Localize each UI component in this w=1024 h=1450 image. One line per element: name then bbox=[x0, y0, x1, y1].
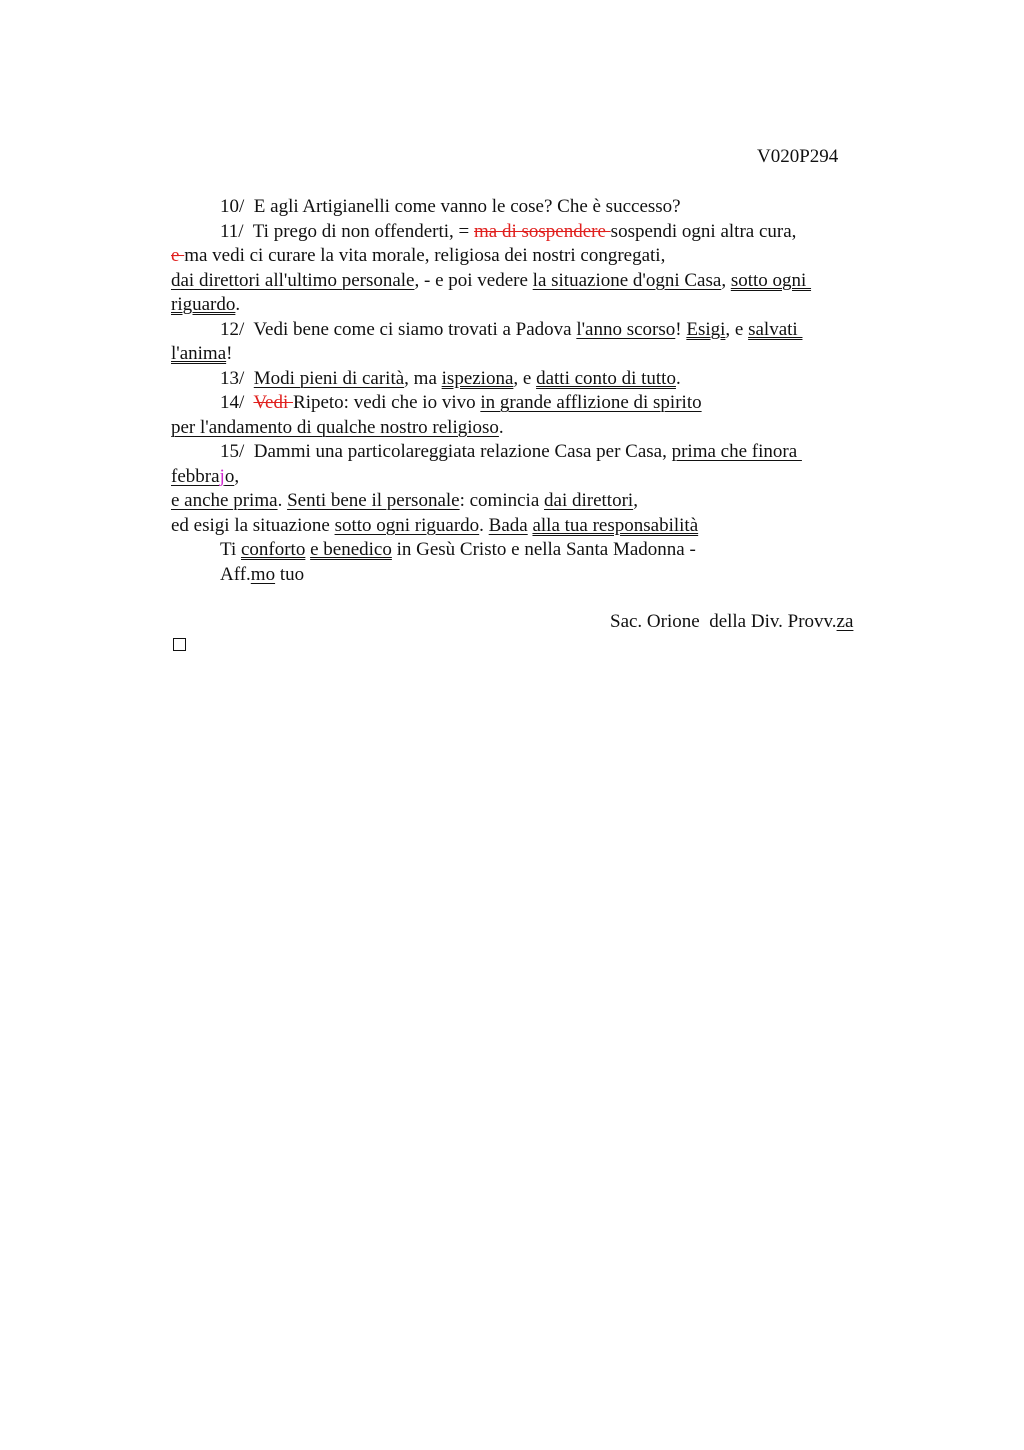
text-span: : comincia bbox=[459, 490, 545, 511]
paragraph-11-line-4 bbox=[171, 293, 871, 318]
text-span: , - e poi vedere bbox=[414, 269, 533, 291]
paragraph-11-line-1 bbox=[171, 220, 871, 245]
text-span: 13/ bbox=[220, 367, 254, 389]
text-span: , e bbox=[725, 318, 749, 340]
underlined-text: la situazione d'ogni Casa bbox=[532, 269, 722, 291]
underlined-text: Senti bene il personale bbox=[287, 490, 460, 511]
double-underlined-text: conforto bbox=[240, 539, 306, 560]
underlined-text: Bada bbox=[488, 514, 528, 536]
underlined-text: prima che finora bbox=[671, 441, 802, 462]
text-span: in Gesù Cristo e nella Santa Madonna - bbox=[391, 539, 696, 560]
underlined-text: Modi pieni di carità bbox=[253, 367, 405, 389]
text-span: , bbox=[633, 490, 638, 511]
text-span: ! bbox=[226, 343, 233, 364]
double-underlined-text: datti conto di tutto bbox=[536, 367, 676, 389]
empty-box-symbol bbox=[173, 638, 186, 651]
paragraph-15-line-3 bbox=[171, 489, 871, 514]
underlined-text: in grande afflizione di spirito bbox=[480, 392, 702, 413]
text-span: ed esigi la situazione bbox=[171, 514, 335, 536]
underlined-text: dai direttori all'ultimo personale bbox=[171, 269, 415, 291]
underlined-text: sotto ogni riguardo bbox=[334, 514, 480, 536]
underlined-text: l'anno scorso bbox=[576, 318, 676, 340]
text-span: 14/ bbox=[220, 392, 254, 413]
text-span: , bbox=[234, 465, 240, 487]
double-underlined-text: Esigi bbox=[686, 318, 726, 340]
text-span: . bbox=[675, 367, 681, 389]
double-underlined-text: ispeziona bbox=[441, 367, 514, 389]
double-underlined-text: e benedico bbox=[310, 539, 392, 560]
double-underlined-text: salvati bbox=[748, 318, 803, 340]
underlined-text bbox=[171, 466, 234, 487]
text-span: o bbox=[224, 465, 235, 487]
inserted-text: j bbox=[219, 465, 225, 487]
paragraph-15-line-1 bbox=[171, 440, 871, 465]
double-underlined-text: alla tua responsabilità bbox=[532, 514, 699, 536]
text-span: , bbox=[721, 269, 731, 291]
deleted-text: Vedi bbox=[253, 392, 294, 413]
double-underlined-text: sotto ogni bbox=[730, 269, 812, 291]
paragraph-10: 10/ E agli Artigianelli come vanno le cose? Che è successo? bbox=[220, 196, 681, 217]
text-span: . bbox=[235, 294, 241, 315]
text-span: , ma bbox=[404, 367, 442, 389]
deleted-text: ma di sospendere bbox=[474, 220, 611, 242]
text-span: sospendi ogni altra cura, bbox=[610, 220, 797, 242]
text-span: Aff. bbox=[220, 563, 251, 585]
text-span: 12/ Vedi bene come ci siamo trovati a Padova bbox=[220, 318, 577, 340]
text-span: Ti bbox=[220, 539, 241, 560]
paragraph-13 bbox=[171, 367, 871, 392]
double-underlined-text: riguardo bbox=[171, 294, 236, 315]
text-span: Ripeto: vedi che io vivo bbox=[293, 392, 481, 413]
paragraph-11-line-3 bbox=[171, 269, 871, 294]
paragraph-14-line-1 bbox=[171, 391, 871, 416]
paragraph-14-line-2 bbox=[171, 416, 871, 441]
document-code: V020P294 bbox=[757, 146, 839, 167]
text-span: . bbox=[479, 514, 489, 536]
paragraph-15-line-4 bbox=[171, 514, 871, 539]
paragraph-15-line-2 bbox=[171, 465, 871, 490]
text-span: ma vedi ci curare la vita morale, religiosa dei nostri congregati, bbox=[184, 245, 666, 266]
letter-body bbox=[171, 195, 871, 587]
text-span: , e bbox=[513, 367, 537, 389]
text-span: . bbox=[498, 416, 504, 438]
text-span: 11/ Ti prego di non offenderti, = bbox=[220, 220, 475, 242]
closing-blessing bbox=[171, 538, 871, 563]
underlined-text: za bbox=[836, 611, 854, 632]
paragraph-11-line-2 bbox=[171, 244, 871, 269]
underlined-text: dai direttori bbox=[544, 490, 634, 511]
deleted-text: e bbox=[171, 245, 185, 266]
signature bbox=[610, 611, 853, 633]
text-span: febbra bbox=[171, 465, 220, 487]
text-span: Sac. Orione della Div. Provv. bbox=[610, 611, 837, 632]
underlined-text: per l'andamento di qualche nostro religioso bbox=[171, 416, 499, 438]
paragraph-12-line-2 bbox=[171, 342, 871, 367]
text-span: . bbox=[277, 490, 288, 511]
underlined-text: mo bbox=[250, 563, 276, 585]
closing-affectionate bbox=[171, 563, 871, 588]
double-underlined-text: l'anima bbox=[171, 343, 227, 364]
paragraph-12-line-1 bbox=[171, 318, 871, 343]
text-span: tuo bbox=[275, 563, 305, 585]
text-span: 15/ Dammi una particolareggiata relazione Casa per Casa, bbox=[220, 441, 672, 462]
underlined-text: e anche prima bbox=[171, 490, 278, 511]
text-span: ! bbox=[675, 318, 687, 340]
